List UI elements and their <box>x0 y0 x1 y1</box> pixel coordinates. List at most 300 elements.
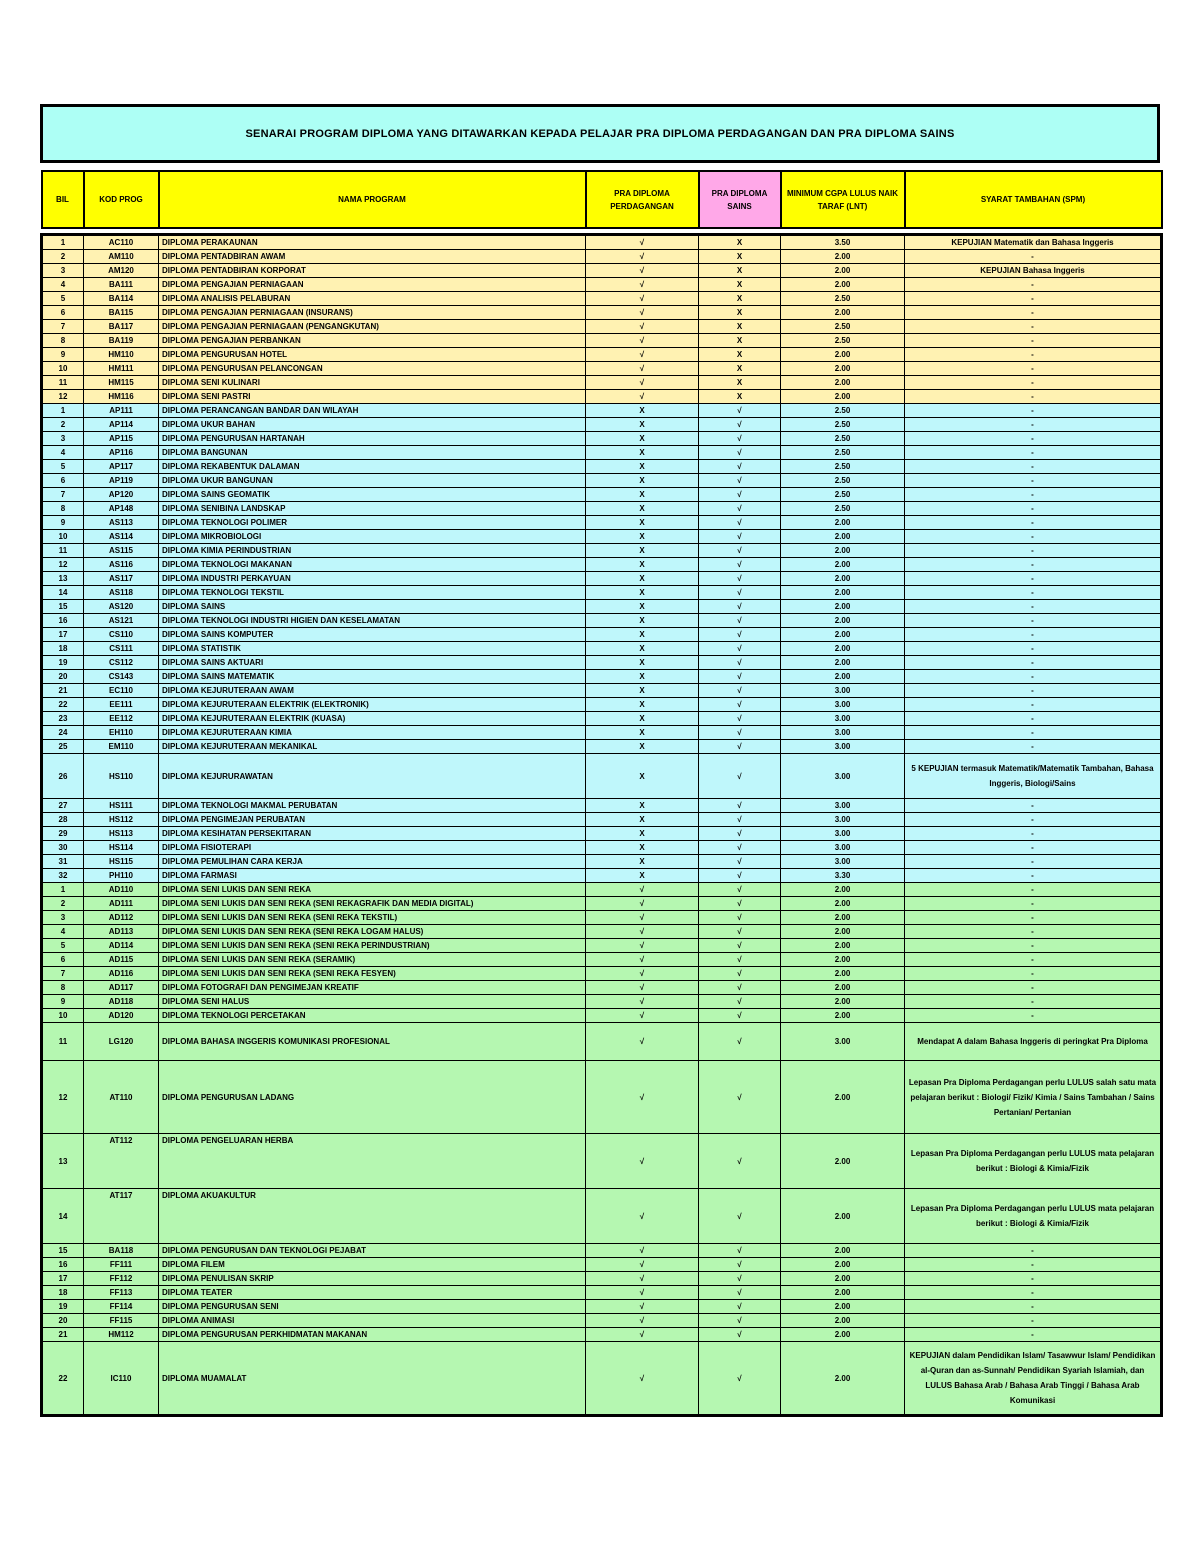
cell-syarat-tambahan: - <box>905 362 1162 376</box>
cell-pra-diploma-sains: X <box>699 235 781 250</box>
table-row <box>42 967 1162 981</box>
cell-minimum-cgpa: 2.50 <box>781 488 905 502</box>
cell-pra-diploma-perdagangan: X <box>586 544 699 558</box>
cell-kod-prog: AP114 <box>84 418 159 432</box>
cell-minimum-cgpa: 2.50 <box>781 320 905 334</box>
cell-kod-prog: AD114 <box>84 939 159 953</box>
cell-kod-prog: HS111 <box>84 799 159 813</box>
table-row <box>42 1342 1162 1416</box>
cell-bil: 14 <box>42 1189 84 1244</box>
cell-syarat-tambahan: - <box>905 1258 1162 1272</box>
cell-minimum-cgpa: 3.00 <box>781 712 905 726</box>
cell-bil: 7 <box>42 488 84 502</box>
cell-nama-program: DIPLOMA KEJURUTERAAN AWAM <box>159 684 586 698</box>
cell-nama-program: DIPLOMA SAINS GEOMATIK <box>159 488 586 502</box>
table-row <box>42 516 1162 530</box>
table-row <box>42 586 1162 600</box>
cell-pra-diploma-perdagangan: X <box>586 418 699 432</box>
cell-kod-prog: HS112 <box>84 813 159 827</box>
cell-bil: 12 <box>42 390 84 404</box>
cell-minimum-cgpa: 2.00 <box>781 628 905 642</box>
cell-kod-prog: AD113 <box>84 925 159 939</box>
cell-syarat-tambahan: - <box>905 502 1162 516</box>
cell-pra-diploma-perdagangan: √ <box>586 1023 699 1061</box>
cell-pra-diploma-perdagangan: X <box>586 754 699 799</box>
cell-pra-diploma-sains: √ <box>699 1023 781 1061</box>
cell-syarat-tambahan: - <box>905 995 1162 1009</box>
cell-pra-diploma-sains: X <box>699 390 781 404</box>
cell-kod-prog: AS116 <box>84 558 159 572</box>
cell-pra-diploma-perdagangan: X <box>586 726 699 740</box>
cell-minimum-cgpa: 2.00 <box>781 656 905 670</box>
cell-kod-prog: AS117 <box>84 572 159 586</box>
table-row <box>42 1189 1162 1244</box>
header-pra-diploma-sains: PRA DIPLOMA SAINS <box>699 171 781 228</box>
cell-bil: 22 <box>42 698 84 712</box>
cell-minimum-cgpa: 3.00 <box>781 827 905 841</box>
cell-minimum-cgpa: 3.00 <box>781 684 905 698</box>
cell-pra-diploma-perdagangan: √ <box>586 306 699 320</box>
cell-pra-diploma-sains: √ <box>699 1189 781 1244</box>
cell-minimum-cgpa: 2.50 <box>781 418 905 432</box>
table-row <box>42 995 1162 1009</box>
table-row <box>42 502 1162 516</box>
table-row <box>42 1244 1162 1258</box>
cell-pra-diploma-perdagangan: X <box>586 684 699 698</box>
cell-minimum-cgpa: 2.00 <box>781 939 905 953</box>
cell-pra-diploma-perdagangan: √ <box>586 925 699 939</box>
cell-bil: 5 <box>42 292 84 306</box>
cell-pra-diploma-sains: √ <box>699 670 781 684</box>
cell-minimum-cgpa: 3.50 <box>781 235 905 250</box>
cell-kod-prog: EE111 <box>84 698 159 712</box>
cell-minimum-cgpa: 2.50 <box>781 474 905 488</box>
cell-minimum-cgpa: 2.00 <box>781 586 905 600</box>
cell-minimum-cgpa: 2.00 <box>781 544 905 558</box>
table-row <box>42 250 1162 264</box>
cell-bil: 20 <box>42 1314 84 1328</box>
program-table <box>40 170 1163 1417</box>
cell-bil: 20 <box>42 670 84 684</box>
cell-bil: 23 <box>42 712 84 726</box>
cell-kod-prog: EE112 <box>84 712 159 726</box>
cell-minimum-cgpa: 2.00 <box>781 278 905 292</box>
cell-pra-diploma-sains: X <box>699 376 781 390</box>
cell-minimum-cgpa: 2.00 <box>781 995 905 1009</box>
cell-bil: 28 <box>42 813 84 827</box>
cell-bil: 19 <box>42 656 84 670</box>
cell-kod-prog: AS118 <box>84 586 159 600</box>
cell-nama-program: DIPLOMA PENGELUARAN HERBA <box>159 1134 586 1189</box>
cell-pra-diploma-perdagangan: √ <box>586 953 699 967</box>
cell-nama-program: DIPLOMA PENGURUSAN PELANCONGAN <box>159 362 586 376</box>
cell-pra-diploma-perdagangan: √ <box>586 1134 699 1189</box>
cell-pra-diploma-sains: √ <box>699 726 781 740</box>
cell-pra-diploma-sains: √ <box>699 474 781 488</box>
table-row <box>42 656 1162 670</box>
cell-syarat-tambahan: - <box>905 292 1162 306</box>
cell-pra-diploma-sains: √ <box>699 967 781 981</box>
cell-kod-prog: AP148 <box>84 502 159 516</box>
cell-kod-prog: FF113 <box>84 1286 159 1300</box>
cell-minimum-cgpa: 2.00 <box>781 250 905 264</box>
cell-pra-diploma-sains: X <box>699 362 781 376</box>
cell-bil: 1 <box>42 404 84 418</box>
cell-syarat-tambahan: - <box>905 1009 1162 1023</box>
cell-pra-diploma-perdagangan: √ <box>586 1009 699 1023</box>
cell-bil: 9 <box>42 995 84 1009</box>
cell-pra-diploma-sains: X <box>699 278 781 292</box>
cell-pra-diploma-perdagangan: √ <box>586 1061 699 1134</box>
table-row <box>42 712 1162 726</box>
cell-bil: 10 <box>42 530 84 544</box>
cell-pra-diploma-sains: √ <box>699 813 781 827</box>
table-row <box>42 446 1162 460</box>
cell-bil: 26 <box>42 754 84 799</box>
cell-minimum-cgpa: 2.00 <box>781 390 905 404</box>
cell-syarat-tambahan: - <box>905 939 1162 953</box>
cell-kod-prog: CS110 <box>84 628 159 642</box>
cell-nama-program: DIPLOMA PENGURUSAN DAN TEKNOLOGI PEJABAT <box>159 1244 586 1258</box>
cell-kod-prog: FF111 <box>84 1258 159 1272</box>
cell-bil: 18 <box>42 1286 84 1300</box>
table-row <box>42 334 1162 348</box>
cell-nama-program: DIPLOMA PEMULIHAN CARA KERJA <box>159 855 586 869</box>
cell-kod-prog: EH110 <box>84 726 159 740</box>
cell-syarat-tambahan: - <box>905 544 1162 558</box>
cell-syarat-tambahan: - <box>905 614 1162 628</box>
cell-pra-diploma-sains: √ <box>699 1300 781 1314</box>
cell-pra-diploma-sains: √ <box>699 460 781 474</box>
cell-bil: 5 <box>42 460 84 474</box>
cell-nama-program: DIPLOMA PENGURUSAN PERKHIDMATAN MAKANAN <box>159 1328 586 1342</box>
cell-kod-prog: HM115 <box>84 376 159 390</box>
cell-nama-program: DIPLOMA TEATER <box>159 1286 586 1300</box>
cell-bil: 30 <box>42 841 84 855</box>
cell-minimum-cgpa: 2.00 <box>781 376 905 390</box>
cell-nama-program: DIPLOMA AKUAKULTUR <box>159 1189 586 1244</box>
cell-syarat-tambahan: - <box>905 698 1162 712</box>
cell-pra-diploma-sains: √ <box>699 1061 781 1134</box>
table-row <box>42 1300 1162 1314</box>
cell-syarat-tambahan: - <box>905 897 1162 911</box>
cell-pra-diploma-perdagangan: √ <box>586 264 699 278</box>
cell-kod-prog: AS114 <box>84 530 159 544</box>
cell-syarat-tambahan: Lepasan Pra Diploma Perdagangan perlu LULUS mata pelajaran berikut : Biologi & Kimia/Fizik <box>905 1134 1162 1189</box>
cell-nama-program: DIPLOMA FOTOGRAFI DAN PENGIMEJAN KREATIF <box>159 981 586 995</box>
cell-kod-prog: AS115 <box>84 544 159 558</box>
cell-nama-program: DIPLOMA KEJURUTERAAN ELEKTRIK (KUASA) <box>159 712 586 726</box>
cell-bil: 14 <box>42 586 84 600</box>
cell-bil: 3 <box>42 264 84 278</box>
cell-nama-program: DIPLOMA SENI HALUS <box>159 995 586 1009</box>
cell-bil: 18 <box>42 642 84 656</box>
cell-syarat-tambahan: - <box>905 488 1162 502</box>
cell-syarat-tambahan: - <box>905 799 1162 813</box>
cell-pra-diploma-sains: √ <box>699 1009 781 1023</box>
cell-kod-prog: EM110 <box>84 740 159 754</box>
cell-pra-diploma-perdagangan: √ <box>586 1300 699 1314</box>
cell-pra-diploma-perdagangan: X <box>586 712 699 726</box>
cell-nama-program: DIPLOMA SENI KULINARI <box>159 376 586 390</box>
cell-pra-diploma-perdagangan: X <box>586 740 699 754</box>
cell-syarat-tambahan: - <box>905 250 1162 264</box>
cell-kod-prog: HS113 <box>84 827 159 841</box>
cell-bil: 17 <box>42 1272 84 1286</box>
cell-kod-prog: AP111 <box>84 404 159 418</box>
cell-syarat-tambahan: - <box>905 855 1162 869</box>
cell-minimum-cgpa: 2.00 <box>781 897 905 911</box>
cell-pra-diploma-perdagangan: √ <box>586 376 699 390</box>
cell-syarat-tambahan: KEPUJIAN dalam Pendidikan Islam/ Tasawwur Islam/ Pendidikan al-Quran dan as-Sunnah/ Pendidikan Syariah Islamiah, dan LULUS Bahasa Arab / Bahasa Arab Tinggi / Bahasa Arab Komunikasi <box>905 1342 1162 1416</box>
cell-bil: 27 <box>42 799 84 813</box>
cell-minimum-cgpa: 2.00 <box>781 530 905 544</box>
cell-pra-diploma-sains: X <box>699 292 781 306</box>
cell-syarat-tambahan: - <box>905 967 1162 981</box>
cell-syarat-tambahan: - <box>905 911 1162 925</box>
cell-bil: 21 <box>42 684 84 698</box>
cell-pra-diploma-sains: √ <box>699 698 781 712</box>
cell-syarat-tambahan: - <box>905 600 1162 614</box>
cell-kod-prog: AT110 <box>84 1061 159 1134</box>
header-kod-prog: KOD PROG <box>84 171 159 228</box>
cell-pra-diploma-sains: X <box>699 320 781 334</box>
cell-kod-prog: BA114 <box>84 292 159 306</box>
cell-syarat-tambahan: - <box>905 712 1162 726</box>
cell-kod-prog: AD111 <box>84 897 159 911</box>
cell-nama-program: DIPLOMA TEKNOLOGI INDUSTRI HIGIEN DAN KESELAMATAN <box>159 614 586 628</box>
cell-minimum-cgpa: 2.00 <box>781 911 905 925</box>
cell-nama-program: DIPLOMA FARMASI <box>159 869 586 883</box>
cell-minimum-cgpa: 2.00 <box>781 1286 905 1300</box>
cell-bil: 11 <box>42 1023 84 1061</box>
cell-minimum-cgpa: 2.00 <box>781 925 905 939</box>
cell-kod-prog: LG120 <box>84 1023 159 1061</box>
cell-syarat-tambahan: - <box>905 726 1162 740</box>
cell-pra-diploma-perdagangan: √ <box>586 1244 699 1258</box>
cell-bil: 25 <box>42 740 84 754</box>
cell-bil: 15 <box>42 600 84 614</box>
cell-pra-diploma-perdagangan: √ <box>586 348 699 362</box>
cell-minimum-cgpa: 2.00 <box>781 1342 905 1416</box>
table-row <box>42 754 1162 799</box>
cell-pra-diploma-perdagangan: X <box>586 656 699 670</box>
cell-nama-program: DIPLOMA PENGAJIAN PERBANKAN <box>159 334 586 348</box>
table-row <box>42 530 1162 544</box>
cell-bil: 8 <box>42 981 84 995</box>
cell-minimum-cgpa: 3.00 <box>781 740 905 754</box>
cell-minimum-cgpa: 3.00 <box>781 726 905 740</box>
cell-pra-diploma-perdagangan: X <box>586 799 699 813</box>
cell-pra-diploma-sains: √ <box>699 883 781 897</box>
cell-pra-diploma-sains: √ <box>699 572 781 586</box>
cell-kod-prog: AP116 <box>84 446 159 460</box>
cell-syarat-tambahan: Lepasan Pra Diploma Perdagangan perlu LULUS salah satu mata pelajaran berikut : Biologi/ Fizik/ Kimia / Sains Tambahan / Sains Pertanian/ Pertanian <box>905 1061 1162 1134</box>
cell-pra-diploma-sains: √ <box>699 995 781 1009</box>
cell-pra-diploma-perdagangan: X <box>586 446 699 460</box>
cell-nama-program: DIPLOMA PENTADBIRAN AWAM <box>159 250 586 264</box>
cell-syarat-tambahan: KEPUJIAN Matematik dan Bahasa Inggeris <box>905 235 1162 250</box>
cell-minimum-cgpa: 2.00 <box>781 953 905 967</box>
table-row <box>42 897 1162 911</box>
cell-syarat-tambahan: - <box>905 841 1162 855</box>
cell-kod-prog: AP119 <box>84 474 159 488</box>
cell-pra-diploma-perdagangan: √ <box>586 995 699 1009</box>
cell-bil: 31 <box>42 855 84 869</box>
cell-kod-prog: BA115 <box>84 306 159 320</box>
cell-nama-program: DIPLOMA FISIOTERAPI <box>159 841 586 855</box>
cell-minimum-cgpa: 3.00 <box>781 754 905 799</box>
table-row <box>42 1134 1162 1189</box>
cell-syarat-tambahan: - <box>905 306 1162 320</box>
cell-syarat-tambahan: - <box>905 684 1162 698</box>
cell-minimum-cgpa: 2.50 <box>781 404 905 418</box>
cell-kod-prog: EC110 <box>84 684 159 698</box>
cell-minimum-cgpa: 2.00 <box>781 1328 905 1342</box>
cell-pra-diploma-sains: √ <box>699 586 781 600</box>
cell-pra-diploma-sains: √ <box>699 684 781 698</box>
cell-nama-program: DIPLOMA SENIBINA LANDSKAP <box>159 502 586 516</box>
cell-pra-diploma-perdagangan: √ <box>586 967 699 981</box>
cell-pra-diploma-sains: √ <box>699 911 781 925</box>
table-row <box>42 572 1162 586</box>
cell-syarat-tambahan: - <box>905 827 1162 841</box>
cell-syarat-tambahan: - <box>905 530 1162 544</box>
cell-pra-diploma-sains: X <box>699 250 781 264</box>
cell-syarat-tambahan: - <box>905 348 1162 362</box>
cell-pra-diploma-perdagangan: X <box>586 488 699 502</box>
cell-nama-program: DIPLOMA INDUSTRI PERKAYUAN <box>159 572 586 586</box>
cell-pra-diploma-sains: √ <box>699 953 781 967</box>
cell-bil: 8 <box>42 334 84 348</box>
table-row <box>42 348 1162 362</box>
cell-pra-diploma-perdagangan: X <box>586 869 699 883</box>
cell-bil: 16 <box>42 1258 84 1272</box>
cell-minimum-cgpa: 2.00 <box>781 981 905 995</box>
table-row <box>42 855 1162 869</box>
cell-syarat-tambahan: KEPUJIAN Bahasa Inggeris <box>905 264 1162 278</box>
cell-kod-prog: AS121 <box>84 614 159 628</box>
cell-nama-program: DIPLOMA SENI LUKIS DAN SENI REKA (SENI REKA FESYEN) <box>159 967 586 981</box>
table-row <box>42 292 1162 306</box>
cell-syarat-tambahan: - <box>905 474 1162 488</box>
cell-bil: 6 <box>42 953 84 967</box>
cell-pra-diploma-sains: √ <box>699 869 781 883</box>
cell-kod-prog: AD110 <box>84 883 159 897</box>
cell-pra-diploma-sains: X <box>699 334 781 348</box>
cell-pra-diploma-sains: √ <box>699 827 781 841</box>
cell-pra-diploma-perdagangan: X <box>586 642 699 656</box>
cell-bil: 2 <box>42 418 84 432</box>
cell-nama-program: DIPLOMA TEKNOLOGI MAKANAN <box>159 558 586 572</box>
cell-nama-program: DIPLOMA STATISTIK <box>159 642 586 656</box>
cell-minimum-cgpa: 2.50 <box>781 292 905 306</box>
cell-pra-diploma-perdagangan: √ <box>586 981 699 995</box>
cell-nama-program: DIPLOMA ANIMASI <box>159 1314 586 1328</box>
cell-nama-program: DIPLOMA SENI LUKIS DAN SENI REKA <box>159 883 586 897</box>
cell-pra-diploma-perdagangan: X <box>586 614 699 628</box>
cell-nama-program: DIPLOMA KEJURUTERAAN MEKANIKAL <box>159 740 586 754</box>
cell-nama-program: DIPLOMA REKABENTUK DALAMAN <box>159 460 586 474</box>
cell-kod-prog: BA111 <box>84 278 159 292</box>
cell-pra-diploma-sains: √ <box>699 712 781 726</box>
table-row <box>42 376 1162 390</box>
cell-pra-diploma-sains: √ <box>699 1286 781 1300</box>
cell-pra-diploma-sains: X <box>699 348 781 362</box>
cell-nama-program: DIPLOMA SAINS KOMPUTER <box>159 628 586 642</box>
cell-pra-diploma-perdagangan: X <box>586 516 699 530</box>
cell-kod-prog: HS115 <box>84 855 159 869</box>
cell-minimum-cgpa: 2.00 <box>781 1009 905 1023</box>
cell-pra-diploma-sains: X <box>699 264 781 278</box>
table-row <box>42 558 1162 572</box>
cell-bil: 10 <box>42 362 84 376</box>
cell-minimum-cgpa: 2.00 <box>781 264 905 278</box>
cell-syarat-tambahan: - <box>905 586 1162 600</box>
cell-kod-prog: AD112 <box>84 911 159 925</box>
cell-kod-prog: AD115 <box>84 953 159 967</box>
cell-bil: 13 <box>42 572 84 586</box>
cell-nama-program: DIPLOMA SENI LUKIS DAN SENI REKA (SENI REKAGRAFIK DAN MEDIA DIGITAL) <box>159 897 586 911</box>
cell-syarat-tambahan: - <box>905 376 1162 390</box>
cell-pra-diploma-sains: √ <box>699 516 781 530</box>
table-row <box>42 670 1162 684</box>
cell-pra-diploma-sains: √ <box>699 1342 781 1416</box>
cell-pra-diploma-perdagangan: √ <box>586 292 699 306</box>
cell-minimum-cgpa: 2.00 <box>781 516 905 530</box>
cell-bil: 24 <box>42 726 84 740</box>
cell-pra-diploma-perdagangan: X <box>586 628 699 642</box>
cell-minimum-cgpa: 2.00 <box>781 600 905 614</box>
cell-syarat-tambahan: - <box>905 740 1162 754</box>
cell-nama-program: DIPLOMA BANGUNAN <box>159 446 586 460</box>
cell-bil: 21 <box>42 1328 84 1342</box>
table-header-row <box>42 171 1162 228</box>
table-row <box>42 726 1162 740</box>
table-row <box>42 1009 1162 1023</box>
cell-kod-prog: AC110 <box>84 235 159 250</box>
table-row <box>42 614 1162 628</box>
cell-minimum-cgpa: 3.00 <box>781 841 905 855</box>
cell-syarat-tambahan: - <box>905 925 1162 939</box>
cell-kod-prog: BA117 <box>84 320 159 334</box>
table-row <box>42 390 1162 404</box>
table-row <box>42 1023 1162 1061</box>
cell-syarat-tambahan: - <box>905 1272 1162 1286</box>
cell-minimum-cgpa: 2.50 <box>781 432 905 446</box>
cell-nama-program: DIPLOMA PENULISAN SKRIP <box>159 1272 586 1286</box>
cell-syarat-tambahan: - <box>905 670 1162 684</box>
table-row <box>42 1061 1162 1134</box>
cell-nama-program: DIPLOMA FILEM <box>159 1258 586 1272</box>
cell-minimum-cgpa: 2.50 <box>781 446 905 460</box>
cell-bil: 11 <box>42 544 84 558</box>
cell-minimum-cgpa: 2.00 <box>781 558 905 572</box>
cell-pra-diploma-sains: √ <box>699 754 781 799</box>
cell-kod-prog: AP117 <box>84 460 159 474</box>
cell-pra-diploma-perdagangan: √ <box>586 362 699 376</box>
cell-minimum-cgpa: 2.00 <box>781 670 905 684</box>
cell-pra-diploma-perdagangan: √ <box>586 939 699 953</box>
cell-pra-diploma-perdagangan: X <box>586 827 699 841</box>
cell-pra-diploma-sains: √ <box>699 432 781 446</box>
cell-kod-prog: CS143 <box>84 670 159 684</box>
cell-nama-program: DIPLOMA ANALISIS PELABURAN <box>159 292 586 306</box>
cell-minimum-cgpa: 2.00 <box>781 883 905 897</box>
cell-minimum-cgpa: 2.00 <box>781 306 905 320</box>
table-row <box>42 1328 1162 1342</box>
table-row <box>42 264 1162 278</box>
